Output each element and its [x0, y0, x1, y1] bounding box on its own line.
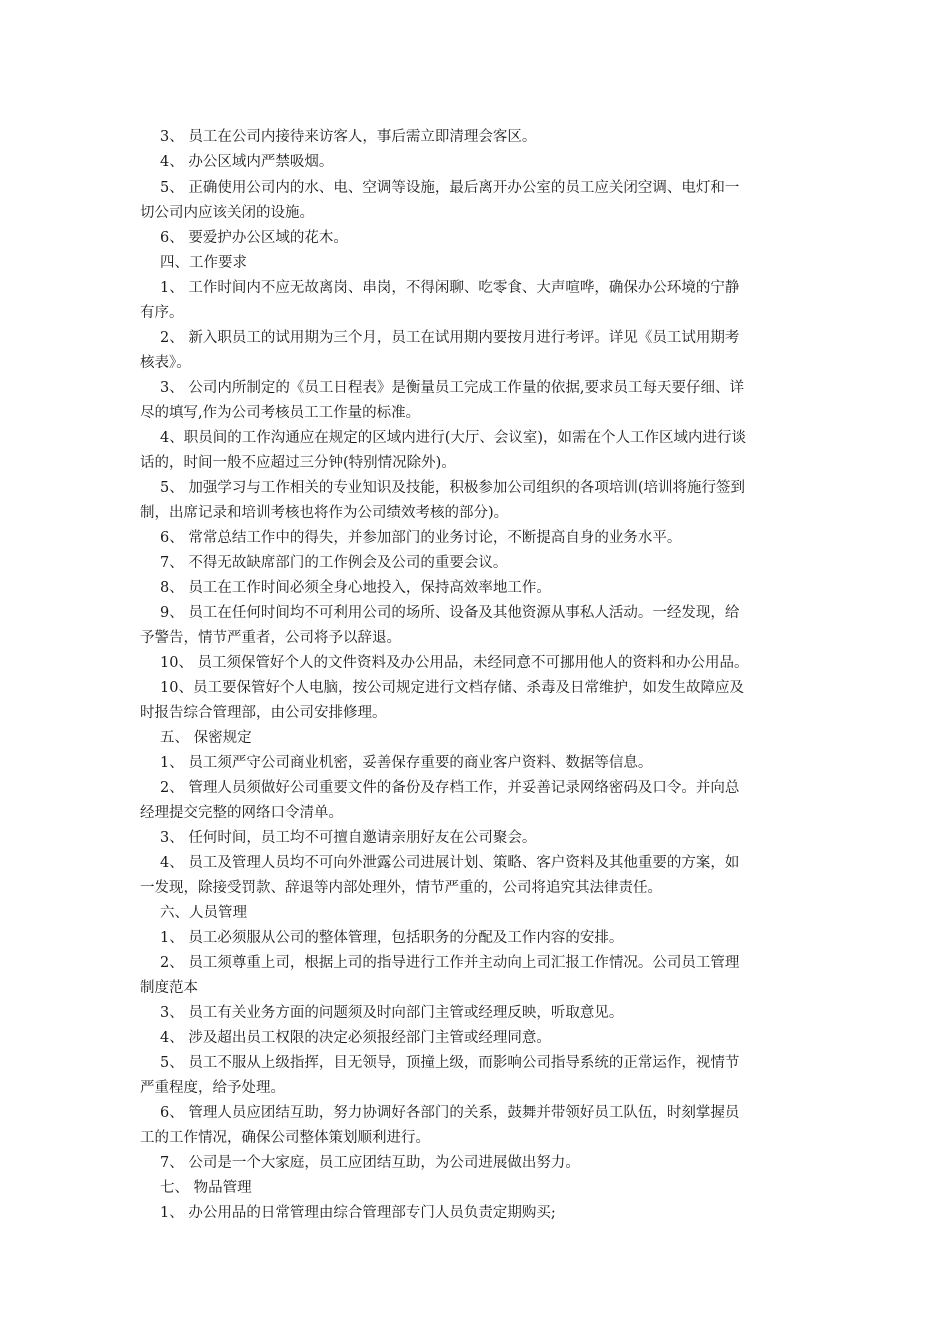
text-line: 1、 办公用品的日常管理由综合管理部专门人员负责定期购买; — [160, 1205, 556, 1221]
text-line: 严重程度，给予处理。 — [140, 1080, 285, 1096]
text-line: 4、 涉及超出员工权限的决定必须报经部门主管或经理同意。 — [160, 1030, 551, 1046]
text-line: 4、 办公区域内严禁吸烟。 — [160, 154, 334, 170]
text-line: 制度范本 — [140, 980, 198, 996]
section-heading: 四、工作要求 — [160, 255, 247, 271]
text-line: 10、 员工须保管好个人的文件资料及办公用品，未经同意不可挪用他人的资料和办公用品。 — [160, 655, 749, 671]
text-line: 1、 工作时间内不应无故离岗、串岗，不得闲聊、吃零食、大声喧哗，确保办公环境的宁静 — [160, 280, 740, 296]
text-line: 核表》。 — [140, 355, 191, 371]
text-line: 2、 管理人员须做好公司重要文件的备份及存档工作，并妥善记录网络密码及口令。并向总 — [160, 780, 740, 796]
text-line: 7、 公司是一个大家庭，员工应团结互助，为公司进展做出努力。 — [160, 1155, 580, 1171]
text-line: 经理提交完整的网络口令清单。 — [140, 805, 343, 821]
text-line: 8、 员工在工作时间必须全身心地投入，保持高效率地工作。 — [160, 580, 551, 596]
text-line: 3、 任何时间，员工均不可擅自邀请亲朋好友在公司聚会。 — [160, 830, 537, 846]
text-line: 尽的填写,作为公司考核员工工作量的标准。 — [140, 405, 421, 421]
text-line: 制，出席记录和培训考核也将作为公司绩效考核的部分)。 — [140, 505, 509, 521]
text-line: 6、 要爱护办公区域的花木。 — [160, 230, 348, 246]
text-line: 有序。 — [140, 305, 184, 321]
section-heading: 五、 保密规定 — [160, 730, 252, 746]
text-line: 工的工作情况，确保公司整体策划顺利进行。 — [140, 1130, 430, 1146]
text-line: 3、 员工有关业务方面的问题须及时向部门主管或经理反映，听取意见。 — [160, 1005, 624, 1021]
text-line: 7、 不得无故缺席部门的工作例会及公司的重要会议。 — [160, 555, 508, 571]
text-line: 5、 加强学习与工作相关的专业知识及技能，积极参加公司组织的各项培训(培训将施行签到 — [160, 480, 745, 496]
text-line: 9、 员工在任何时间均不可利用公司的场所、设备及其他资源从事私人活动。一经发现，给 — [160, 605, 740, 621]
text-line: 10、员工要保管好个人电脑，按公司规定进行文档存储、杀毒及日常维护，如发生故障应及 — [160, 680, 744, 696]
text-line: 3、 员工在公司内接待来访客人，事后需立即清理会客区。 — [160, 129, 537, 145]
text-line: 话的，时间一般不应超过三分钟(特别情况除外)。 — [140, 455, 456, 471]
text-line: 予警告，情节严重者，公司将予以辞退。 — [140, 630, 401, 646]
text-line: 3、 公司内所制定的《员工日程表》是衡量员工完成工作量的依据,要求员工每天要仔细、详 — [160, 380, 744, 396]
text-line: 5、 员工不服从上级指挥，目无领导，顶撞上级，而影响公司指导系统的正常运作，视情节 — [160, 1055, 740, 1071]
text-line: 切公司内应该关闭的设施。 — [140, 205, 314, 221]
text-line: 4、 员工及管理人员均不可向外泄露公司进展计划、策略、客户资料及其他重要的方案，如 — [160, 855, 740, 871]
text-line: 一发现，除接受罚款、辞退等内部处理外，情节严重的，公司将追究其法律责任。 — [140, 880, 662, 896]
text-line: 时报告综合管理部，由公司安排修理。 — [140, 705, 387, 721]
section-heading: 六、人员管理 — [160, 905, 247, 921]
text-line: 6、 管理人员应团结互助，努力协调好各部门的关系，鼓舞并带领好员工队伍，时刻掌握员 — [160, 1105, 740, 1121]
text-line: 1、 员工必须服从公司的整体管理，包括职务的分配及工作内容的安排。 — [160, 930, 624, 946]
section-heading: 七、 物品管理 — [160, 1180, 252, 1196]
text-line: 6、 常常总结工作中的得失，并参加部门的业务讨论，不断提高自身的业务水平。 — [160, 530, 682, 546]
text-line: 2、 新入职员工的试用期为三个月，员工在试用期内要按月进行考评。详见《员工试用期考 — [160, 330, 740, 346]
text-line: 5、 正确使用公司内的水、电、空调等设施，最后离开办公室的员工应关闭空调、电灯和一 — [160, 180, 740, 196]
text-line: 4、职员间的工作沟通应在规定的区域内进行(大厅、会议室)，如需在个人工作区域内进行谈 — [160, 430, 747, 446]
text-line: 1、 员工须严守公司商业机密，妥善保存重要的商业客户资料、数据等信息。 — [160, 755, 653, 771]
text-line: 2、 员工须尊重上司，根据上司的指导进行工作并主动向上司汇报工作情况。公司员工管理 — [160, 955, 740, 971]
